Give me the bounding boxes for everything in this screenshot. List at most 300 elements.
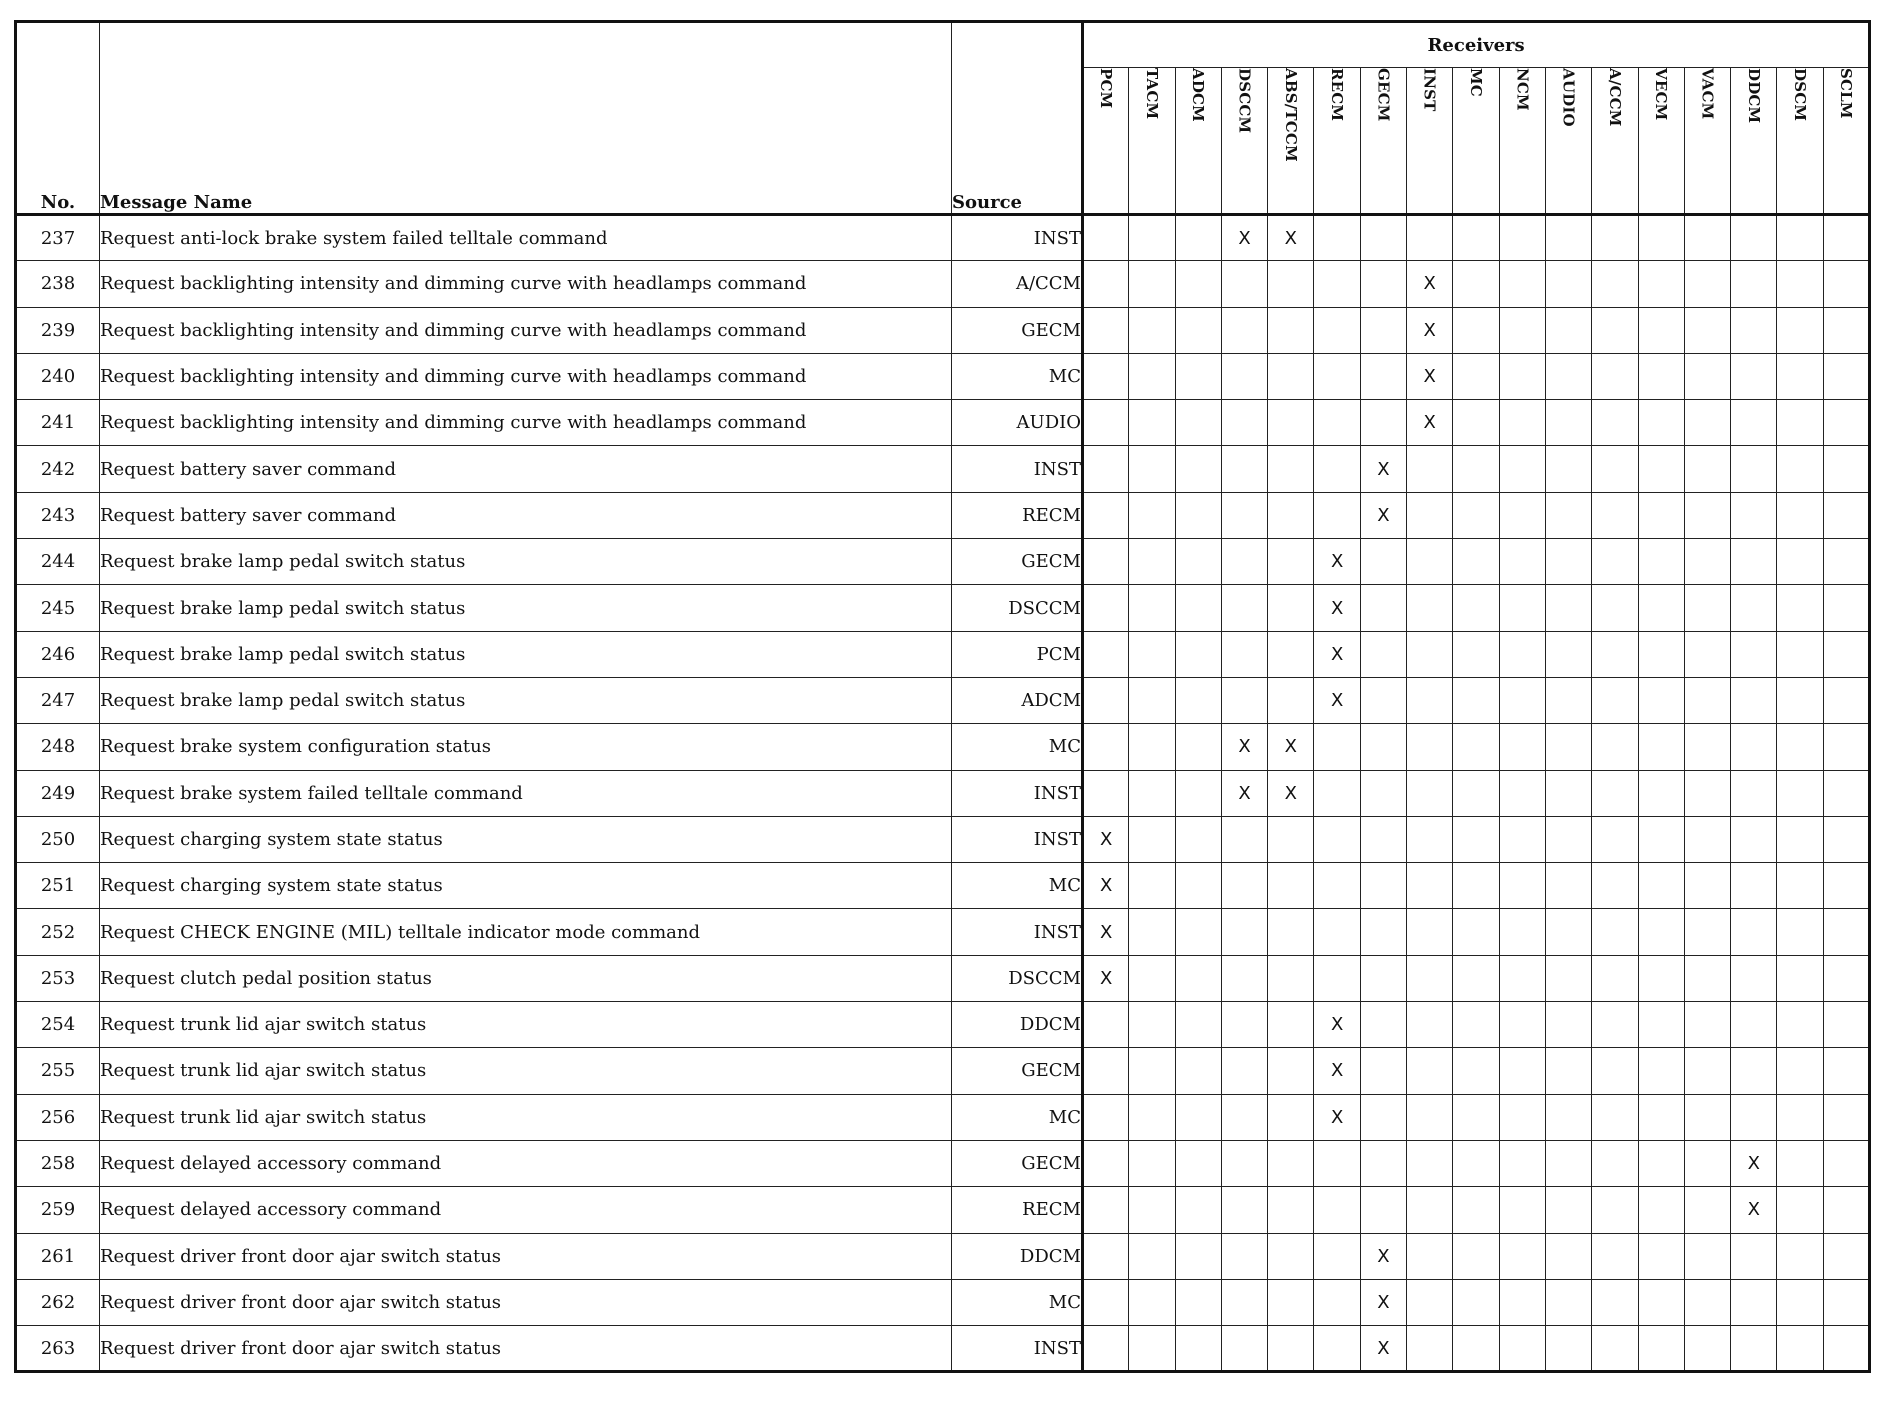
- receiver-cell: [1175, 585, 1221, 631]
- receiver-mark: X: [1360, 1279, 1406, 1325]
- receiver-cell: [1684, 909, 1730, 955]
- receiver-cell: [1407, 909, 1453, 955]
- row-number: 244: [16, 539, 100, 585]
- receiver-cell: [1731, 261, 1777, 307]
- receiver-header-label: TACM: [1142, 68, 1161, 120]
- receiver-cell: [1777, 677, 1823, 723]
- receiver-header-label: NCM: [1513, 68, 1532, 111]
- receiver-cell: [1129, 677, 1175, 723]
- receiver-cell: [1823, 261, 1869, 307]
- receiver-cell: [1731, 585, 1777, 631]
- receiver-header-label: SCLM: [1836, 68, 1855, 119]
- receiver-mark: X: [1360, 1233, 1406, 1279]
- receiver-cell: [1592, 400, 1638, 446]
- receiver-cell: [1823, 539, 1869, 585]
- message-source: RECM: [952, 1187, 1083, 1233]
- receiver-cell: [1731, 215, 1777, 261]
- row-number: 254: [16, 1002, 100, 1048]
- receiver-cell: [1823, 446, 1869, 492]
- receiver-cell: [1638, 400, 1684, 446]
- receiver-header: [1175, 68, 1221, 215]
- receiver-cell: [1083, 1326, 1129, 1372]
- receiver-cell: [1638, 215, 1684, 261]
- receiver-cell: [1684, 1233, 1730, 1279]
- receiver-cell: [1545, 1279, 1591, 1325]
- receiver-mark: X: [1407, 307, 1453, 353]
- receiver-cell: [1499, 1094, 1545, 1140]
- receiver-cell: [1453, 909, 1499, 955]
- receiver-mark: X: [1407, 400, 1453, 446]
- receiver-cell: [1731, 307, 1777, 353]
- receiver-cell: [1777, 400, 1823, 446]
- receiver-cell: [1499, 863, 1545, 909]
- message-name: Request brake lamp pedal switch status: [100, 631, 952, 677]
- row-number: 256: [16, 1094, 100, 1140]
- receiver-cell: [1453, 215, 1499, 261]
- receiver-cell: [1129, 1140, 1175, 1186]
- receiver-cell: [1129, 955, 1175, 1001]
- receiver-cell: [1731, 1048, 1777, 1094]
- receiver-cell: [1684, 770, 1730, 816]
- receiver-cell: [1731, 631, 1777, 677]
- message-source: A/CCM: [952, 261, 1083, 307]
- receiver-cell: [1499, 1002, 1545, 1048]
- receiver-cell: [1592, 215, 1638, 261]
- receiver-cell: [1221, 446, 1267, 492]
- receiver-cell: [1360, 353, 1406, 399]
- receiver-header: [1545, 68, 1591, 215]
- message-name: Request trunk lid ajar switch status: [100, 1048, 952, 1094]
- message-name: Request delayed accessory command: [100, 1140, 952, 1186]
- receiver-cell: [1638, 585, 1684, 631]
- table-row: [16, 307, 1870, 353]
- message-source: MC: [952, 353, 1083, 399]
- receiver-cell: [1453, 400, 1499, 446]
- receiver-cell: [1175, 770, 1221, 816]
- receiver-cell: [1592, 1140, 1638, 1186]
- table-row: [16, 1279, 1870, 1325]
- receiver-cell: [1453, 724, 1499, 770]
- receiver-cell: [1684, 1140, 1730, 1186]
- message-name: Request delayed accessory command: [100, 1187, 952, 1233]
- receiver-cell: [1684, 261, 1730, 307]
- message-name: Request clutch pedal position status: [100, 955, 952, 1001]
- receiver-header-label: MC: [1467, 68, 1486, 97]
- receiver-cell: [1731, 1326, 1777, 1372]
- receiver-cell: [1545, 1233, 1591, 1279]
- receiver-mark: X: [1314, 1002, 1360, 1048]
- receiver-cell: [1638, 816, 1684, 862]
- receiver-cell: [1777, 1279, 1823, 1325]
- receiver-cell: [1823, 1048, 1869, 1094]
- receiver-cell: [1731, 863, 1777, 909]
- receiver-cell: [1638, 770, 1684, 816]
- receiver-cell: [1407, 677, 1453, 723]
- receiver-cell: [1638, 1048, 1684, 1094]
- receiver-cell: [1499, 631, 1545, 677]
- message-name: Request brake lamp pedal switch status: [100, 539, 952, 585]
- receiver-cell: [1083, 631, 1129, 677]
- table-row: [16, 492, 1870, 538]
- receiver-cell: [1499, 677, 1545, 723]
- column-header-no: No.: [16, 22, 100, 215]
- row-number: 261: [16, 1233, 100, 1279]
- receiver-cell: [1129, 307, 1175, 353]
- receiver-cell: [1638, 1233, 1684, 1279]
- table-row: [16, 446, 1870, 492]
- receiver-cell: [1453, 307, 1499, 353]
- row-number: 259: [16, 1187, 100, 1233]
- message-source: MC: [952, 863, 1083, 909]
- message-source: INST: [952, 816, 1083, 862]
- receiver-mark: X: [1083, 863, 1129, 909]
- receiver-cell: [1823, 353, 1869, 399]
- receiver-cell: [1360, 539, 1406, 585]
- receiver-cell: [1175, 261, 1221, 307]
- receiver-cell: [1684, 677, 1730, 723]
- receiver-cell: [1638, 261, 1684, 307]
- table-body: [16, 215, 1870, 1372]
- receiver-cell: [1592, 539, 1638, 585]
- receiver-cell: [1592, 585, 1638, 631]
- receiver-mark: X: [1314, 539, 1360, 585]
- receiver-cell: [1407, 1002, 1453, 1048]
- receiver-cell: [1545, 215, 1591, 261]
- message-source: GECM: [952, 539, 1083, 585]
- message-source: DSCCM: [952, 955, 1083, 1001]
- row-number: 242: [16, 446, 100, 492]
- receiver-cell: [1731, 724, 1777, 770]
- receiver-cell: [1823, 1279, 1869, 1325]
- receiver-cell: [1453, 1187, 1499, 1233]
- receiver-cell: [1268, 446, 1314, 492]
- receiver-header-label: VACM: [1698, 68, 1717, 120]
- message-source: GECM: [952, 1048, 1083, 1094]
- receiver-cell: [1684, 492, 1730, 538]
- receiver-cell: [1823, 816, 1869, 862]
- receiver-cell: [1545, 1002, 1591, 1048]
- table-row: [16, 1187, 1870, 1233]
- receiver-cell: [1731, 446, 1777, 492]
- receiver-cell: [1823, 863, 1869, 909]
- row-number: 243: [16, 492, 100, 538]
- receiver-cell: [1083, 400, 1129, 446]
- receiver-cell: [1314, 1279, 1360, 1325]
- receiver-cell: [1684, 955, 1730, 1001]
- receiver-cell: [1221, 909, 1267, 955]
- receiver-cell: [1453, 1140, 1499, 1186]
- row-number: 253: [16, 955, 100, 1001]
- receiver-cell: [1592, 446, 1638, 492]
- receiver-cell: [1175, 446, 1221, 492]
- receiver-cell: [1777, 492, 1823, 538]
- receiver-cell: [1221, 1279, 1267, 1325]
- receiver-cell: [1777, 770, 1823, 816]
- receiver-mark: X: [1083, 909, 1129, 955]
- receiver-cell: [1129, 1187, 1175, 1233]
- receiver-cell: [1314, 816, 1360, 862]
- receiver-cell: [1499, 1187, 1545, 1233]
- row-number: 238: [16, 261, 100, 307]
- receiver-cell: [1360, 909, 1406, 955]
- message-name: Request battery saver command: [100, 492, 952, 538]
- row-number: 252: [16, 909, 100, 955]
- receiver-cell: [1638, 863, 1684, 909]
- receiver-cell: [1129, 909, 1175, 955]
- message-name: Request battery saver command: [100, 446, 952, 492]
- receiver-cell: [1499, 816, 1545, 862]
- receiver-cell: [1360, 1002, 1406, 1048]
- receiver-cell: [1499, 307, 1545, 353]
- receiver-cell: [1129, 816, 1175, 862]
- receiver-cell: [1175, 307, 1221, 353]
- column-header-message-name: Message Name: [100, 22, 952, 215]
- receiver-cell: [1453, 353, 1499, 399]
- receiver-cell: [1314, 724, 1360, 770]
- table-row: [16, 770, 1870, 816]
- receiver-header: [1083, 68, 1129, 215]
- receiver-cell: [1453, 1048, 1499, 1094]
- receiver-cell: [1638, 492, 1684, 538]
- receiver-cell: [1777, 353, 1823, 399]
- receiver-header: [1407, 68, 1453, 215]
- receiver-cell: [1453, 539, 1499, 585]
- receiver-cell: [1407, 1187, 1453, 1233]
- receiver-cell: [1221, 353, 1267, 399]
- receiver-cell: [1221, 1140, 1267, 1186]
- receiver-cell: [1499, 1048, 1545, 1094]
- receiver-cell: [1314, 400, 1360, 446]
- message-source: PCM: [952, 631, 1083, 677]
- receiver-cell: [1453, 1326, 1499, 1372]
- receiver-cell: [1777, 1002, 1823, 1048]
- receiver-cell: [1221, 1187, 1267, 1233]
- receiver-cell: [1684, 724, 1730, 770]
- receiver-cell: [1407, 1140, 1453, 1186]
- receiver-mark: X: [1314, 677, 1360, 723]
- receiver-mark: X: [1221, 770, 1267, 816]
- receiver-cell: [1499, 353, 1545, 399]
- message-name: Request anti-lock brake system failed telltale command: [100, 215, 952, 261]
- receiver-cell: [1823, 955, 1869, 1001]
- receiver-cell: [1823, 215, 1869, 261]
- receiver-cell: [1545, 816, 1591, 862]
- receiver-cell: [1592, 353, 1638, 399]
- message-name: Request trunk lid ajar switch status: [100, 1094, 952, 1140]
- receiver-cell: [1592, 955, 1638, 1001]
- receiver-cell: [1175, 400, 1221, 446]
- receiver-cell: [1268, 677, 1314, 723]
- receiver-cell: [1823, 585, 1869, 631]
- receiver-cell: [1221, 539, 1267, 585]
- receiver-cell: [1453, 585, 1499, 631]
- receiver-cell: [1268, 909, 1314, 955]
- receiver-header-label: RECM: [1328, 68, 1347, 122]
- receiver-cell: [1777, 1187, 1823, 1233]
- receiver-cell: [1777, 215, 1823, 261]
- receiver-cell: [1129, 724, 1175, 770]
- receiver-cell: [1360, 1140, 1406, 1186]
- row-number: 263: [16, 1326, 100, 1372]
- receiver-cell: [1129, 261, 1175, 307]
- receiver-cell: [1129, 492, 1175, 538]
- receiver-cell: [1731, 492, 1777, 538]
- receiver-cell: [1083, 307, 1129, 353]
- receiver-cell: [1638, 1187, 1684, 1233]
- message-name: Request brake system failed telltale command: [100, 770, 952, 816]
- receiver-cell: [1545, 400, 1591, 446]
- receiver-cell: [1314, 1233, 1360, 1279]
- message-source: GECM: [952, 1140, 1083, 1186]
- message-name: Request backlighting intensity and dimming curve with headlamps command: [100, 400, 952, 446]
- receiver-cell: [1453, 770, 1499, 816]
- receiver-cell: [1083, 724, 1129, 770]
- row-number: 250: [16, 816, 100, 862]
- receiver-cell: [1175, 1326, 1221, 1372]
- receiver-cell: [1499, 446, 1545, 492]
- receiver-header: [1221, 68, 1267, 215]
- receiver-cell: [1268, 955, 1314, 1001]
- table-row: [16, 631, 1870, 677]
- receiver-cell: [1592, 1187, 1638, 1233]
- receiver-cell: [1777, 446, 1823, 492]
- table-row: [16, 1326, 1870, 1372]
- message-source: INST: [952, 1326, 1083, 1372]
- receiver-cell: [1638, 353, 1684, 399]
- receiver-header-label: DSCM: [1791, 68, 1810, 122]
- receiver-cell: [1684, 1094, 1730, 1140]
- row-number: 255: [16, 1048, 100, 1094]
- receiver-cell: [1777, 307, 1823, 353]
- receiver-cell: [1684, 353, 1730, 399]
- row-number: 247: [16, 677, 100, 723]
- receiver-cell: [1314, 909, 1360, 955]
- receiver-cell: [1592, 1048, 1638, 1094]
- table-row: [16, 400, 1870, 446]
- receiver-cell: [1823, 1140, 1869, 1186]
- receiver-cell: [1731, 539, 1777, 585]
- receiver-cell: [1638, 1094, 1684, 1140]
- receiver-cell: [1407, 1094, 1453, 1140]
- receiver-cell: [1592, 631, 1638, 677]
- row-number: 245: [16, 585, 100, 631]
- receiver-cell: [1592, 1094, 1638, 1140]
- receiver-cell: [1684, 1187, 1730, 1233]
- message-source: DSCCM: [952, 585, 1083, 631]
- receiver-cell: [1453, 863, 1499, 909]
- receiver-cell: [1129, 215, 1175, 261]
- receiver-cell: [1360, 1187, 1406, 1233]
- table-row: [16, 724, 1870, 770]
- receiver-cell: [1360, 724, 1406, 770]
- receiver-cell: [1823, 1002, 1869, 1048]
- receiver-cell: [1360, 677, 1406, 723]
- receiver-cell: [1592, 1233, 1638, 1279]
- table-row: [16, 1233, 1870, 1279]
- receiver-cell: [1083, 215, 1129, 261]
- message-name: Request brake lamp pedal switch status: [100, 585, 952, 631]
- message-source: MC: [952, 1279, 1083, 1325]
- receiver-cell: [1638, 631, 1684, 677]
- receiver-cell: [1407, 816, 1453, 862]
- receiver-mark: X: [1407, 353, 1453, 399]
- receiver-cell: [1221, 955, 1267, 1001]
- receiver-cell: [1083, 539, 1129, 585]
- receiver-cell: [1823, 1094, 1869, 1140]
- receiver-cell: [1777, 816, 1823, 862]
- receiver-cell: [1360, 307, 1406, 353]
- receiver-cell: [1499, 955, 1545, 1001]
- message-name: Request brake system configuration status: [100, 724, 952, 770]
- receiver-cell: [1731, 770, 1777, 816]
- receiver-cell: [1407, 492, 1453, 538]
- receiver-cell: [1453, 1279, 1499, 1325]
- receiver-cell: [1360, 631, 1406, 677]
- receiver-cell: [1499, 1279, 1545, 1325]
- receiver-cell: [1499, 1233, 1545, 1279]
- receiver-cell: [1221, 261, 1267, 307]
- receiver-header: [1268, 68, 1314, 215]
- receiver-cell: [1777, 724, 1823, 770]
- receiver-cell: [1777, 1094, 1823, 1140]
- receiver-cell: [1360, 863, 1406, 909]
- receiver-cell: [1777, 909, 1823, 955]
- receiver-cell: [1314, 446, 1360, 492]
- receiver-cell: [1221, 1002, 1267, 1048]
- receiver-header-label: ABS/TCCM: [1281, 68, 1300, 162]
- receiver-header: [1638, 68, 1684, 215]
- receiver-mark: X: [1083, 955, 1129, 1001]
- message-name: Request driver front door ajar switch status: [100, 1279, 952, 1325]
- receiver-cell: [1221, 1094, 1267, 1140]
- table-row: [16, 1140, 1870, 1186]
- receiver-cell: [1684, 1326, 1730, 1372]
- receiver-cell: [1407, 1233, 1453, 1279]
- table-row: [16, 1094, 1870, 1140]
- receiver-cell: [1083, 1094, 1129, 1140]
- receiver-cell: [1407, 1279, 1453, 1325]
- receiver-cell: [1453, 492, 1499, 538]
- receiver-cell: [1545, 677, 1591, 723]
- receiver-cell: [1638, 539, 1684, 585]
- receiver-cell: [1268, 1187, 1314, 1233]
- receiver-cell: [1360, 400, 1406, 446]
- receiver-cell: [1545, 770, 1591, 816]
- receiver-cell: [1638, 1002, 1684, 1048]
- receiver-cell: [1545, 446, 1591, 492]
- receiver-cell: [1777, 863, 1823, 909]
- receiver-mark: X: [1314, 631, 1360, 677]
- receiver-cell: [1545, 353, 1591, 399]
- receiver-cell: [1175, 1187, 1221, 1233]
- receiver-cell: [1592, 909, 1638, 955]
- receiver-cell: [1453, 261, 1499, 307]
- message-name: Request driver front door ajar switch status: [100, 1233, 952, 1279]
- message-source: MC: [952, 1094, 1083, 1140]
- receiver-cell: [1175, 909, 1221, 955]
- row-number: 262: [16, 1279, 100, 1325]
- receiver-cell: [1407, 631, 1453, 677]
- receiver-cell: [1499, 1140, 1545, 1186]
- receiver-cell: [1823, 492, 1869, 538]
- receiver-cell: [1777, 1140, 1823, 1186]
- receiver-cell: [1129, 863, 1175, 909]
- receiver-header-label: DSCCM: [1235, 68, 1254, 134]
- receiver-cell: [1221, 816, 1267, 862]
- receiver-cell: [1407, 1326, 1453, 1372]
- receiver-cell: [1499, 770, 1545, 816]
- receiver-cell: [1129, 770, 1175, 816]
